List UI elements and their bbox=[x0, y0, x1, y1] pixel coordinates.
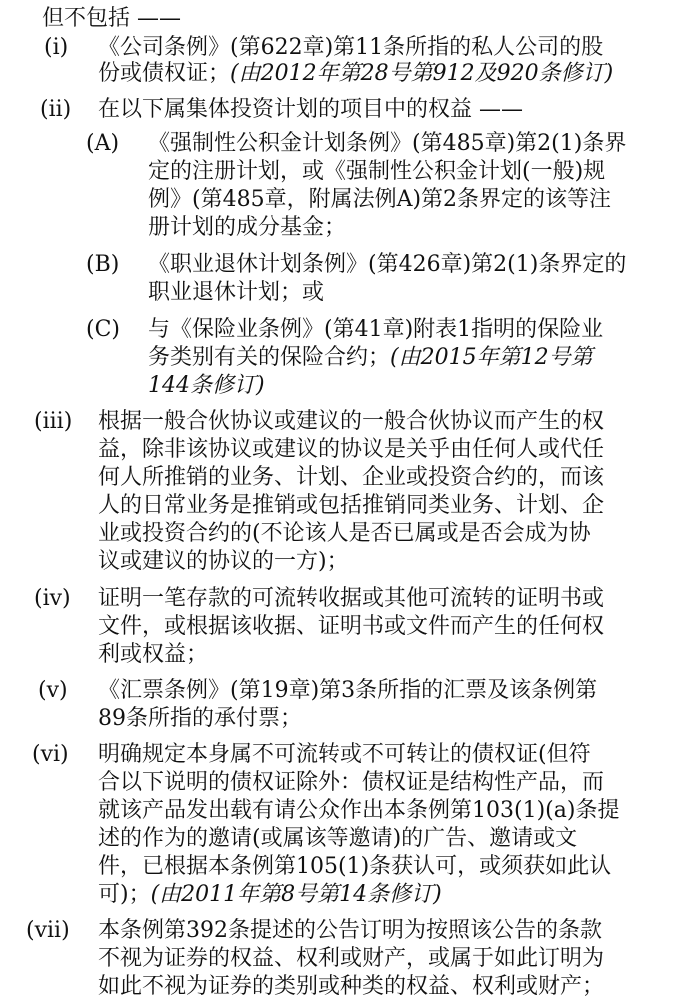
subitem-c-text: 务类别有关的保险合约； bbox=[148, 345, 391, 370]
item-vii-line-3: 如此不视为证券的类别或种类的权益、权利或财产； bbox=[98, 974, 605, 999]
item-vii-line-1: 本条例第392条提述的公告订明为按照该公告的条款 bbox=[98, 918, 602, 943]
amendment-note: (由2012年第28号第912及920条修订) bbox=[230, 61, 614, 86]
item-iii-line-1: 根据一般合伙协议或建议的一般合伙协议而产生的权 bbox=[98, 409, 605, 434]
item-i-text: 份或债权证； bbox=[98, 61, 231, 86]
item-vi-line-1: 明确规定本身属不可流转或不可转让的债权证(但符 bbox=[98, 742, 591, 767]
subitem-b-line-2: 职业退休计划；或 bbox=[148, 280, 325, 305]
item-iv-line-2: 文件，或根据该收据、证明书或文件而产生的任何权 bbox=[98, 614, 605, 639]
intro-text: 但不包括 —— bbox=[42, 6, 181, 31]
subitem-label-a: (A) bbox=[86, 131, 120, 156]
amendment-note: 144条修订) bbox=[148, 373, 265, 398]
item-label-iv: (iv) bbox=[34, 586, 71, 611]
item-vi-line-2: 合以下说明的债权证除外：债权证是结构性产品，而 bbox=[98, 770, 605, 795]
amendment-note: (由2011年第8号第14条修订) bbox=[150, 882, 442, 907]
subitem-label-c: (C) bbox=[86, 317, 120, 342]
item-v-line-2: 89条所指的承付票； bbox=[98, 706, 302, 731]
subitem-c-line-1: 与《保险业条例》(第41章)附表1指明的保险业 bbox=[148, 317, 604, 342]
item-iii-line-5: 业或投资合约的(不论该人是否已属或是否会成为协 bbox=[98, 521, 591, 546]
amendment-note: (由2015年第12号第 bbox=[390, 345, 593, 370]
item-i-line-1: 《公司条例》(第622章)第11条所指的私人公司的股 bbox=[98, 35, 604, 60]
item-iii-line-6: 议或建议的协议的一方)； bbox=[98, 549, 349, 574]
item-label-ii: (ii) bbox=[40, 97, 72, 122]
item-label-vii: (vii) bbox=[26, 918, 70, 943]
item-v-line-1: 《汇票条例》(第19章)第3条所指的汇票及该条例第 bbox=[98, 678, 598, 703]
item-label-i: (i) bbox=[44, 35, 69, 60]
item-vi-line-4: 述的作为的邀请(或属该等邀请)的广告、邀请或文 bbox=[98, 826, 578, 851]
subitem-a-line-4: 册计划的成分基金； bbox=[148, 215, 347, 240]
subitem-a-line-3: 例》(第485章，附属法例A)第2条界定的该等注 bbox=[148, 187, 612, 212]
subitem-c-line-2 bbox=[148, 345, 593, 371]
item-label-iii: (iii) bbox=[34, 409, 73, 434]
item-ii-line-1: 在以下属集体投资计划的项目中的权益 —— bbox=[98, 97, 523, 122]
item-vii-line-2: 不视为证券的权益、权利或财产，或属于如此订明为 bbox=[98, 946, 605, 971]
item-i-line-2 bbox=[98, 61, 613, 87]
subitem-b-line-1: 《职业退休计划条例》(第426章)第2(1)条界定的 bbox=[148, 252, 627, 277]
item-vi-line-3: 就该产品发出载有请公众作出本条例第103(1)(a)条提 bbox=[98, 798, 620, 823]
item-label-v: (v) bbox=[38, 678, 68, 703]
item-vi-text: 可)； bbox=[98, 882, 151, 907]
subitem-label-b: (B) bbox=[86, 252, 120, 277]
item-iii-line-4: 人的日常业务是推销或包括推销同类业务、计划、企 bbox=[98, 493, 605, 518]
item-iv-line-3: 利或权益； bbox=[98, 642, 209, 667]
item-iii-line-2: 益，除非该协议或建议的协议是关乎由任何人或代任 bbox=[98, 437, 605, 462]
item-iv-line-1: 证明一笔存款的可流转收据或其他可流转的证明书或 bbox=[98, 586, 605, 611]
item-iii-line-3: 何人所推销的业务、计划、企业或投资合约的，而该 bbox=[98, 465, 605, 490]
subitem-a-line-2: 定的注册计划，或《强制性公积金计划(一般)规 bbox=[148, 159, 606, 184]
item-label-vi: (vi) bbox=[32, 742, 69, 767]
subitem-a-line-1: 《强制性公积金计划条例》(第485章)第2(1)条界 bbox=[148, 131, 627, 156]
item-vi-line-6 bbox=[98, 882, 442, 908]
item-vi-line-5: 件，已根据本条例第105(1)条获认可，或须获如此认 bbox=[98, 854, 612, 879]
